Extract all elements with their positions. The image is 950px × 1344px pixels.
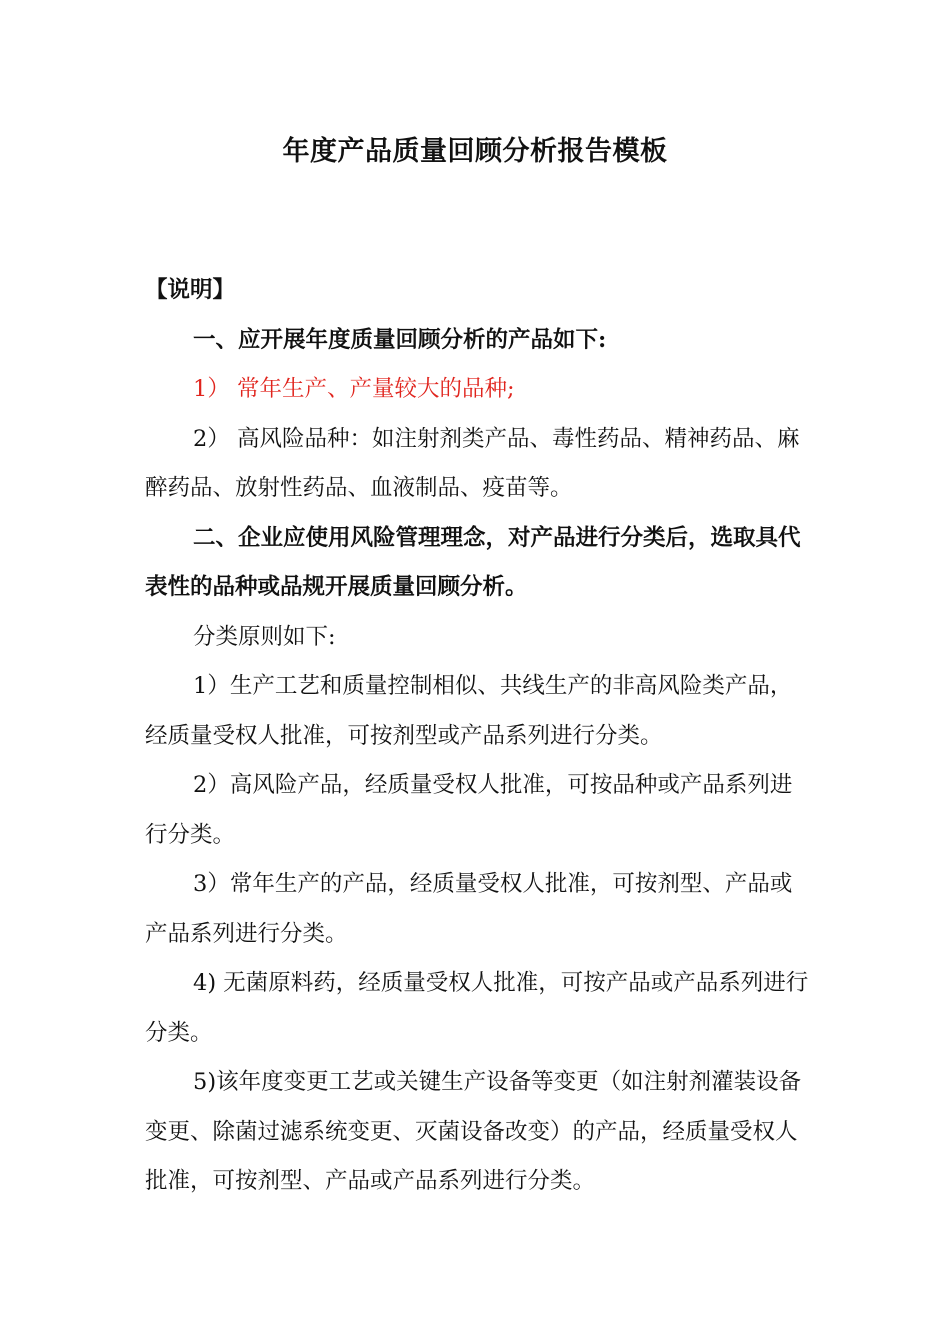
principles-intro: 分类原则如下: — [193, 623, 336, 650]
list-item-1-1: 1） 常年生产、产量较大的品种; — [193, 376, 515, 402]
document-body — [145, 266, 810, 1207]
principle-5: 5)该年度变更工艺或关键生产设备等变更（如注射剂灌装设备变更、除菌过滤系统变更、灭菌设备改变）的产品，经质量受权人批准，可按剂型、产品或产品系列进行分类。 — [145, 1069, 802, 1194]
section-label: 【说明】 — [145, 277, 236, 303]
principle-2: 2）高风险产品，经质量受权人批准，可按品种或产品系列进行分类。 — [145, 772, 793, 848]
principle-3: 3）常年生产的产品，经质量受权人批准，可按剂型、产品或产品系列进行分类。 — [145, 871, 793, 947]
principle-4: 4) 无菌原料药，经质量受权人批准，可按产品或产品系列进行分类。 — [145, 970, 809, 1046]
list-item-1-2: 2） 高风险品种：如注射剂类产品、毒性药品、精神药品、麻醉药品、放射性药品、血液制品、疫苗等。 — [145, 425, 800, 501]
heading-2: 二、企业应使用风险管理理念，对产品进行分类后，选取具代表性的品种或品规开展质量回顾分析。 — [145, 524, 801, 600]
document-title: 年度产品质量回顾分析报告模板 — [282, 136, 668, 167]
heading-1: 一、应开展年度质量回顾分析的产品如下: — [193, 326, 607, 353]
principle-1: 1）生产工艺和质量控制相似、共线生产的非高风险类产品，经质量受权人批准，可按剂型或产品系列进行分类。 — [145, 673, 793, 749]
